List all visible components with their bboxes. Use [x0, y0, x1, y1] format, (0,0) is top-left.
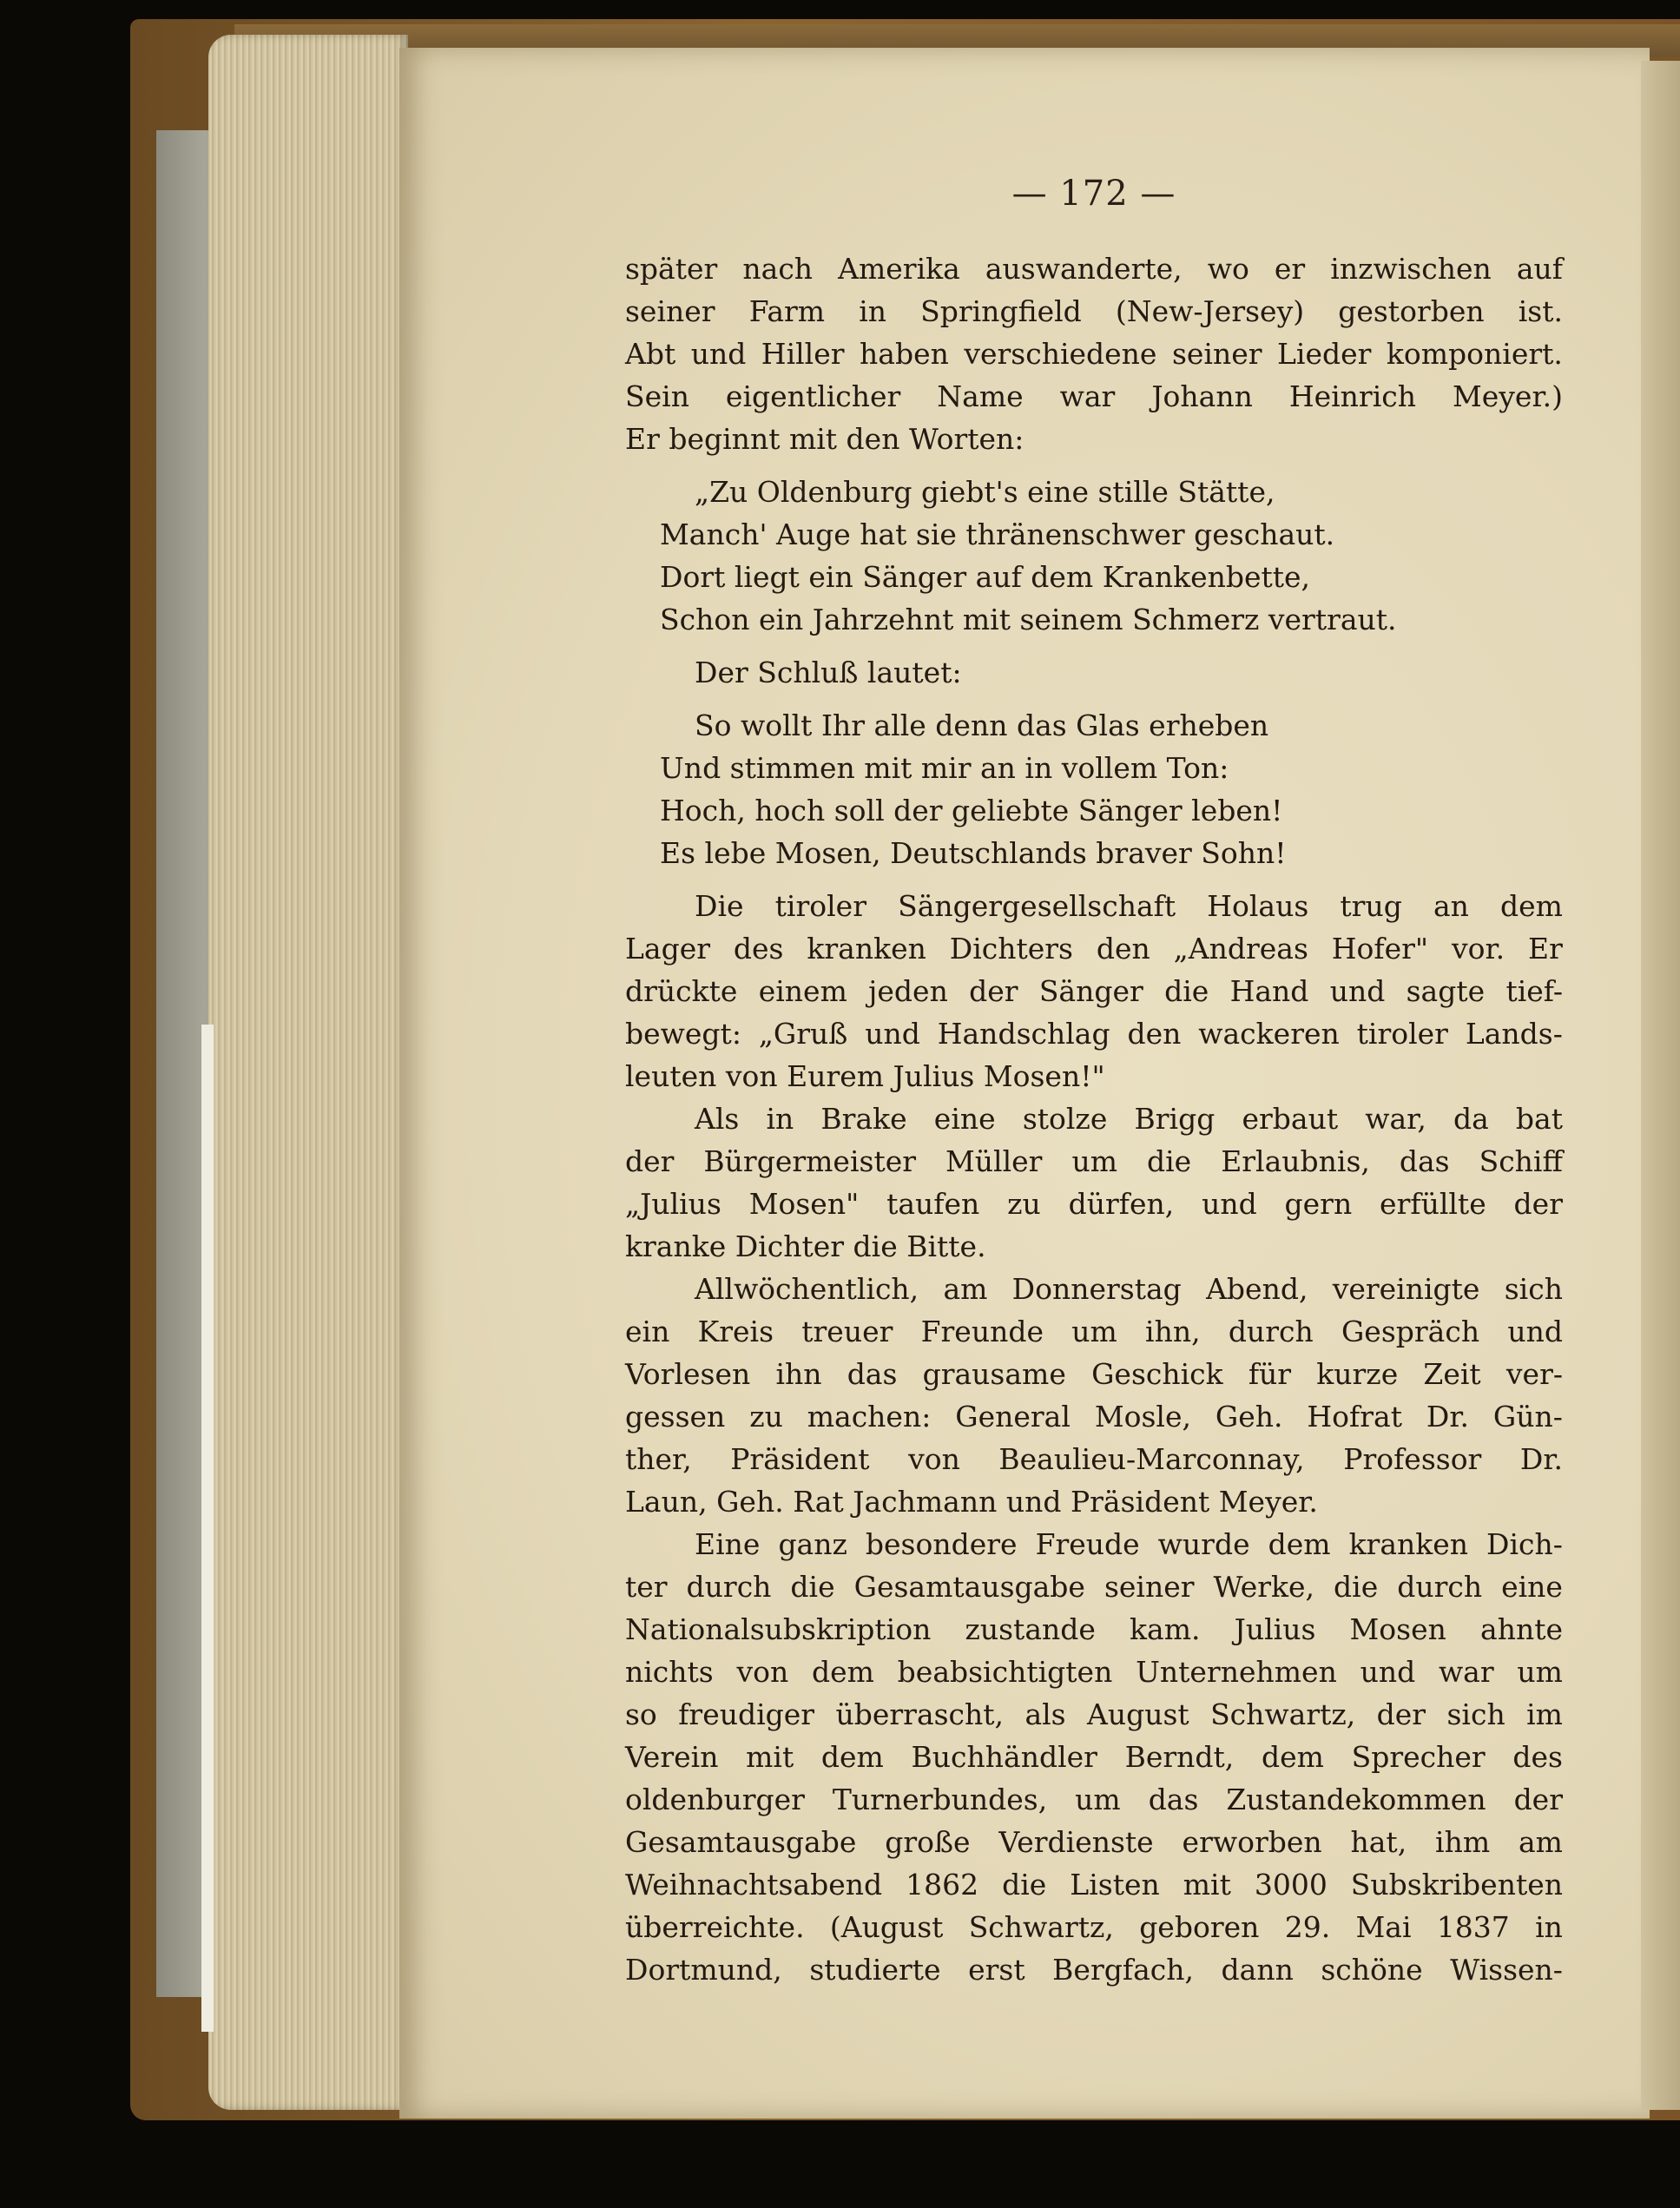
text-line: bewegt: „Gruß und Handschlag den wackeren tiroler Lands-: [625, 1017, 1563, 1051]
paragraph-gap: [625, 874, 1563, 885]
page-text: [625, 247, 1563, 1991]
text-line: Vorlesen ihn das grausame Geschick für kurze Zeit ver-: [625, 1357, 1563, 1391]
text-line: Eine ganz besondere Freude wurde dem kranken Dich-: [695, 1527, 1563, 1561]
text-line: ter durch die Gesamtausgabe seiner Werke, die durch eine: [625, 1570, 1563, 1604]
text-line: Allwöchentlich, am Donnerstag Abend, vereinigte sich: [695, 1272, 1563, 1306]
text-line: Abt und Hiller haben verschiedene seiner Lieder komponiert.: [625, 337, 1563, 371]
text-line: später nach Amerika auswanderte, wo er inzwischen auf: [625, 252, 1563, 286]
text-line: Weihnachtsabend 1862 die Listen mit 3000 Subskribenten: [625, 1868, 1563, 1902]
text-line: Laun, Geh. Rat Jachmann und Präsident Meyer.: [625, 1485, 1318, 1519]
text-line: ther, Präsident von Beaulieu-Marconnay, Professor Dr.: [625, 1442, 1563, 1476]
text-line: oldenburger Turnerbundes, um das Zustandekommen der: [625, 1783, 1563, 1816]
text-line: gessen zu machen: General Mosle, Geh. Hofrat Dr. Gün-: [625, 1400, 1563, 1434]
text-line: Dortmund, studierte erst Bergfach, dann schöne Wissen-: [625, 1953, 1563, 1987]
text-line: Lager des kranken Dichters den „Andreas Hofer" vor. Er: [625, 932, 1563, 966]
text-line: Er beginnt mit den Worten:: [625, 422, 1024, 456]
text-line: so freudiger überrascht, als August Schwartz, der sich im: [625, 1697, 1563, 1731]
text-line: Schon ein Jahrzehnt mit seinem Schmerz vertraut.: [660, 603, 1397, 636]
text-line: Der Schluß lautet:: [695, 656, 962, 689]
text-line: nichts von dem beabsichtigten Unternehmen und war um: [625, 1655, 1563, 1689]
text-line: drückte einem jeden der Sänger die Hand und sagte tief-: [625, 974, 1563, 1008]
text-line: überreichte. (August Schwartz, geboren 29. Mai 1837 in: [625, 1910, 1563, 1944]
text-line: Als in Brake eine stolze Brigg erbaut war, da bat: [695, 1102, 1563, 1136]
page-marker-strip: [201, 1025, 214, 2032]
text-line: Gesamtausgabe große Verdienste erworben hat, ihm am: [625, 1825, 1563, 1859]
text-line: Sein eigentlicher Name war Johann Heinrich Meyer.): [625, 379, 1563, 413]
text-line: leuten von Eurem Julius Mosen!": [625, 1059, 1105, 1093]
text-line: kranke Dichter die Bitte.: [625, 1229, 986, 1263]
text-line: Es lebe Mosen, Deutschlands braver Sohn!: [660, 836, 1287, 870]
text-line: Dort liegt ein Sänger auf dem Krankenbette,: [660, 560, 1311, 594]
text-line: Nationalsubskription zustande kam. Julius Mosen ahnte: [625, 1612, 1563, 1646]
text-line: Und stimmen mit mir an in vollem Ton:: [660, 751, 1229, 785]
text-line: Manch' Auge hat sie thränenschwer geschaut.: [660, 517, 1335, 551]
text-line: Verein mit dem Buchhändler Berndt, dem Sprecher des: [625, 1740, 1563, 1774]
text-line: seiner Farm in Springfield (New-Jersey) gestorben ist.: [625, 294, 1563, 328]
text-line: „Zu Oldenburg giebt's eine stille Stätte,: [695, 475, 1275, 509]
paragraph-gap: [625, 694, 1563, 704]
paragraph-gap: [625, 641, 1563, 651]
text-line: Die tiroler Sängergesellschaft Holaus trug an dem: [695, 889, 1563, 923]
page-stack-edge: [208, 35, 408, 2110]
text-line: So wollt Ihr alle denn das Glas erheben: [695, 709, 1269, 742]
paragraph-gap: [625, 460, 1563, 471]
page-number: — 172 —: [1011, 174, 1176, 214]
page-gutter: [1641, 61, 1680, 2110]
text-line: der Bürgermeister Müller um die Erlaubnis, das Schiff: [625, 1144, 1563, 1178]
text-line: ein Kreis treuer Freunde um ihn, durch Gespräch und: [625, 1315, 1563, 1348]
text-line: „Julius Mosen" taufen zu dürfen, und gern erfüllte der: [625, 1187, 1563, 1221]
text-line: Hoch, hoch soll der geliebte Sänger leben!: [660, 794, 1283, 827]
